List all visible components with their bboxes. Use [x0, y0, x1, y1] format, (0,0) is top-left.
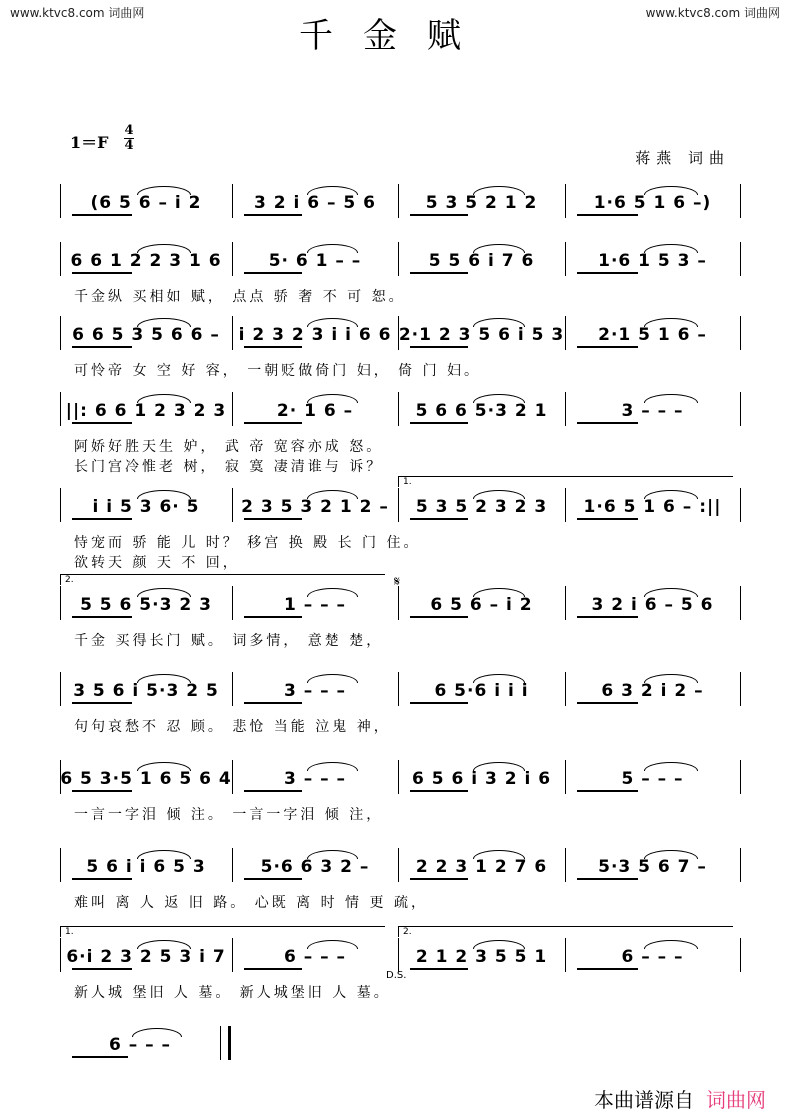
- beam: [577, 790, 638, 792]
- notes-row: [60, 246, 740, 276]
- credit: 蒋燕 词曲: [635, 149, 730, 167]
- beam: [410, 214, 468, 216]
- measure: i i 5 3 6· 5: [92, 497, 200, 517]
- beam: [410, 968, 468, 970]
- measure: 1·6 5 1 6 – :||: [583, 497, 722, 517]
- beam: [410, 422, 468, 424]
- notes-row: [60, 676, 740, 706]
- barline: [60, 184, 61, 218]
- time-signature-bottom: 4: [124, 138, 134, 153]
- ds-marker: D.S.: [386, 970, 407, 981]
- beam: [72, 1056, 128, 1058]
- beam: [244, 346, 302, 348]
- measure: 6 – – –: [283, 947, 347, 967]
- beam: [244, 878, 302, 880]
- key-signature: 1＝F: [70, 133, 109, 152]
- notes-row: [60, 764, 740, 794]
- barline: [60, 672, 61, 706]
- barline: [740, 242, 741, 276]
- lyric-line: 长门宫冷惟老 树， 寂 寞 凄清谁与 诉？: [74, 459, 384, 475]
- beam: [72, 272, 132, 274]
- measure: 6 3 2 i 2 –: [601, 681, 704, 701]
- measure: 2 1 2 3 5 5 1: [415, 947, 548, 967]
- beam: [72, 214, 132, 216]
- beam: [410, 878, 468, 880]
- lyric-line: 恃宠而 骄 能 儿 时？ 移宫 换 殿 长 门 住。: [74, 535, 421, 551]
- time-signature: [124, 124, 134, 153]
- lyric-line: 欲转天 颜 天 不 回，: [74, 555, 240, 571]
- time-signature-top: 4: [124, 123, 134, 138]
- beam: [577, 272, 638, 274]
- beam: [577, 968, 638, 970]
- beam: [410, 702, 468, 704]
- measure: 3 – – –: [283, 769, 347, 789]
- beam: [244, 518, 302, 520]
- beam: [577, 422, 638, 424]
- notes-row: [60, 1030, 740, 1060]
- lyric-line: 新人城 堡旧 人 墓。 新人城堡旧 人 墓。: [74, 985, 391, 1001]
- measure: 5 5 6 5·3 2 3: [80, 595, 212, 615]
- beam: [577, 518, 638, 520]
- beam: [72, 422, 132, 424]
- measure: 3 – – –: [283, 681, 347, 701]
- barline: [740, 586, 741, 620]
- barline: [60, 586, 61, 620]
- measure: ||: 6 6 1 2 3 2 3: [65, 401, 227, 421]
- measure: 6 5 3·5 1 6 5 6 4: [60, 769, 232, 789]
- notes-row: [60, 942, 740, 972]
- footer-source: 本曲谱源自: [594, 1088, 694, 1112]
- beam: [410, 272, 468, 274]
- beam: [577, 616, 638, 618]
- notes-row: [60, 188, 740, 218]
- measure: 1·6 1 5 3 –: [598, 251, 707, 271]
- measure: 5· 6 1 – –: [268, 251, 362, 271]
- footer: [594, 1084, 766, 1113]
- beam: [577, 878, 638, 880]
- barline: [60, 488, 61, 522]
- beam: [244, 616, 302, 618]
- beam: [244, 422, 302, 424]
- barline: [740, 488, 741, 522]
- watermark-right: www.ktvc8.com 词曲网: [645, 6, 780, 20]
- beam: [410, 346, 468, 348]
- notes-row: [60, 590, 740, 620]
- measure: 5 5 6 i 7 6: [428, 251, 535, 271]
- measure: 5·6 6 3 2 –: [260, 857, 370, 877]
- measure: (6 5 6 – i 2: [90, 193, 202, 213]
- lyric-line: 一言一字泪 倾 注。 一言一字泪 倾 注，: [74, 807, 384, 823]
- barline: [740, 672, 741, 706]
- lyric-line: 阿娇好胜天生 妒， 武 帝 宽容亦成 怒。: [74, 439, 384, 455]
- notes-row: [60, 320, 740, 350]
- barline: [60, 392, 61, 426]
- measure: 3 5 6 i 5·3 2 5: [73, 681, 219, 701]
- notes-row: [60, 852, 740, 882]
- barline: [60, 760, 61, 794]
- notes-row: [60, 396, 740, 426]
- measure: 6 6 1 2 2 3 1 6: [70, 251, 222, 271]
- lyric-line: 可怜帝 女 空 好 容， 一朝贬做倚门 妇， 倚 门 妇。: [74, 363, 482, 379]
- barline: [60, 938, 61, 972]
- volta-bracket: 1.: [398, 476, 733, 487]
- barline: [60, 316, 61, 350]
- measure: 6 5 6 – i 2: [430, 595, 533, 615]
- beam: [244, 272, 302, 274]
- song-title: 千金赋: [299, 16, 491, 56]
- measure: 3 2 i 6 – 5 6: [591, 595, 714, 615]
- measure: 2·1 2 3 5 6 i 5 3: [398, 325, 565, 345]
- beam: [410, 616, 468, 618]
- barline: [220, 1026, 221, 1060]
- measure: 5 – – –: [621, 769, 684, 789]
- volta-bracket: 1.: [60, 926, 385, 937]
- measure: 1·6 5 1 6 –): [593, 193, 712, 213]
- measure: 5 3 5 2 1 2: [425, 193, 538, 213]
- lyric-line: 千金纵 买相如 赋， 点点 骄 奢 不 可 恕。: [74, 289, 406, 305]
- measure: 6 5 6 i 3 2 i 6: [411, 769, 552, 789]
- measure: 2 3 5 3 2 1 2 –: [241, 497, 389, 517]
- beam: [244, 790, 302, 792]
- beam: [72, 968, 132, 970]
- beam: [410, 790, 468, 792]
- barline: [740, 316, 741, 350]
- measure: 5 6 i i 6 5 3: [86, 857, 206, 877]
- beam: [72, 346, 132, 348]
- measure: 6·i 2 3 2 5 3 i 7: [66, 947, 226, 967]
- footer-site: 词曲网: [706, 1088, 766, 1112]
- barline: [740, 938, 741, 972]
- beam: [577, 214, 638, 216]
- measure: 5 6 6 5·3 2 1: [415, 401, 548, 421]
- measure: i 2 3 2 3 i i 6 6: [238, 325, 392, 345]
- beam: [72, 518, 132, 520]
- measure: 2· 1 6 –: [276, 401, 354, 421]
- lyric-line: 句句哀愁不 忍 顾。 悲怆 当能 泣鬼 神，: [74, 719, 391, 735]
- barline: [740, 184, 741, 218]
- watermark-left: www.ktvc8.com 词曲网: [10, 6, 145, 20]
- measure: 6 – – –: [621, 947, 684, 967]
- measure: 6 5·6 i i i: [434, 681, 529, 701]
- beam: [577, 346, 638, 348]
- barline: [740, 848, 741, 882]
- measure: 3 2 i 6 – 5 6: [254, 193, 376, 213]
- measure: 3 – – –: [621, 401, 684, 421]
- beam: [244, 214, 302, 216]
- beam: [72, 790, 132, 792]
- barline: [60, 848, 61, 882]
- beam: [72, 702, 132, 704]
- notes-row: [60, 492, 740, 522]
- measure: 5 3 5 2 3 2 3: [415, 497, 548, 517]
- beam: [577, 702, 638, 704]
- lyric-line: 难叫 离 人 返 旧 路。 心既 离 时 情 更 疏，: [74, 895, 428, 911]
- measure: 2·1 5 1 6 –: [598, 325, 707, 345]
- lyric-line: 千金 买得长门 赋。 词多情， 意楚 楚，: [74, 633, 384, 649]
- beam: [72, 616, 132, 618]
- volta-bracket-2: 2.: [398, 926, 733, 937]
- barline: [740, 392, 741, 426]
- measure: 5·3 5 6 7 –: [598, 857, 707, 877]
- final-barline: [228, 1026, 231, 1060]
- segno-sign: 𝄋: [394, 574, 401, 590]
- measure: 6 – – –: [108, 1035, 172, 1055]
- volta-bracket: 2.: [60, 574, 385, 585]
- barline: [740, 760, 741, 794]
- beam: [244, 968, 302, 970]
- barline: [60, 242, 61, 276]
- measure: 1 – – –: [283, 595, 347, 615]
- beam: [410, 518, 468, 520]
- beam: [72, 878, 132, 880]
- beam: [244, 702, 302, 704]
- measure: 2 2 3 1 2 7 6: [415, 857, 548, 877]
- measure: 6 6 5 3 5 6 6 –: [72, 325, 220, 345]
